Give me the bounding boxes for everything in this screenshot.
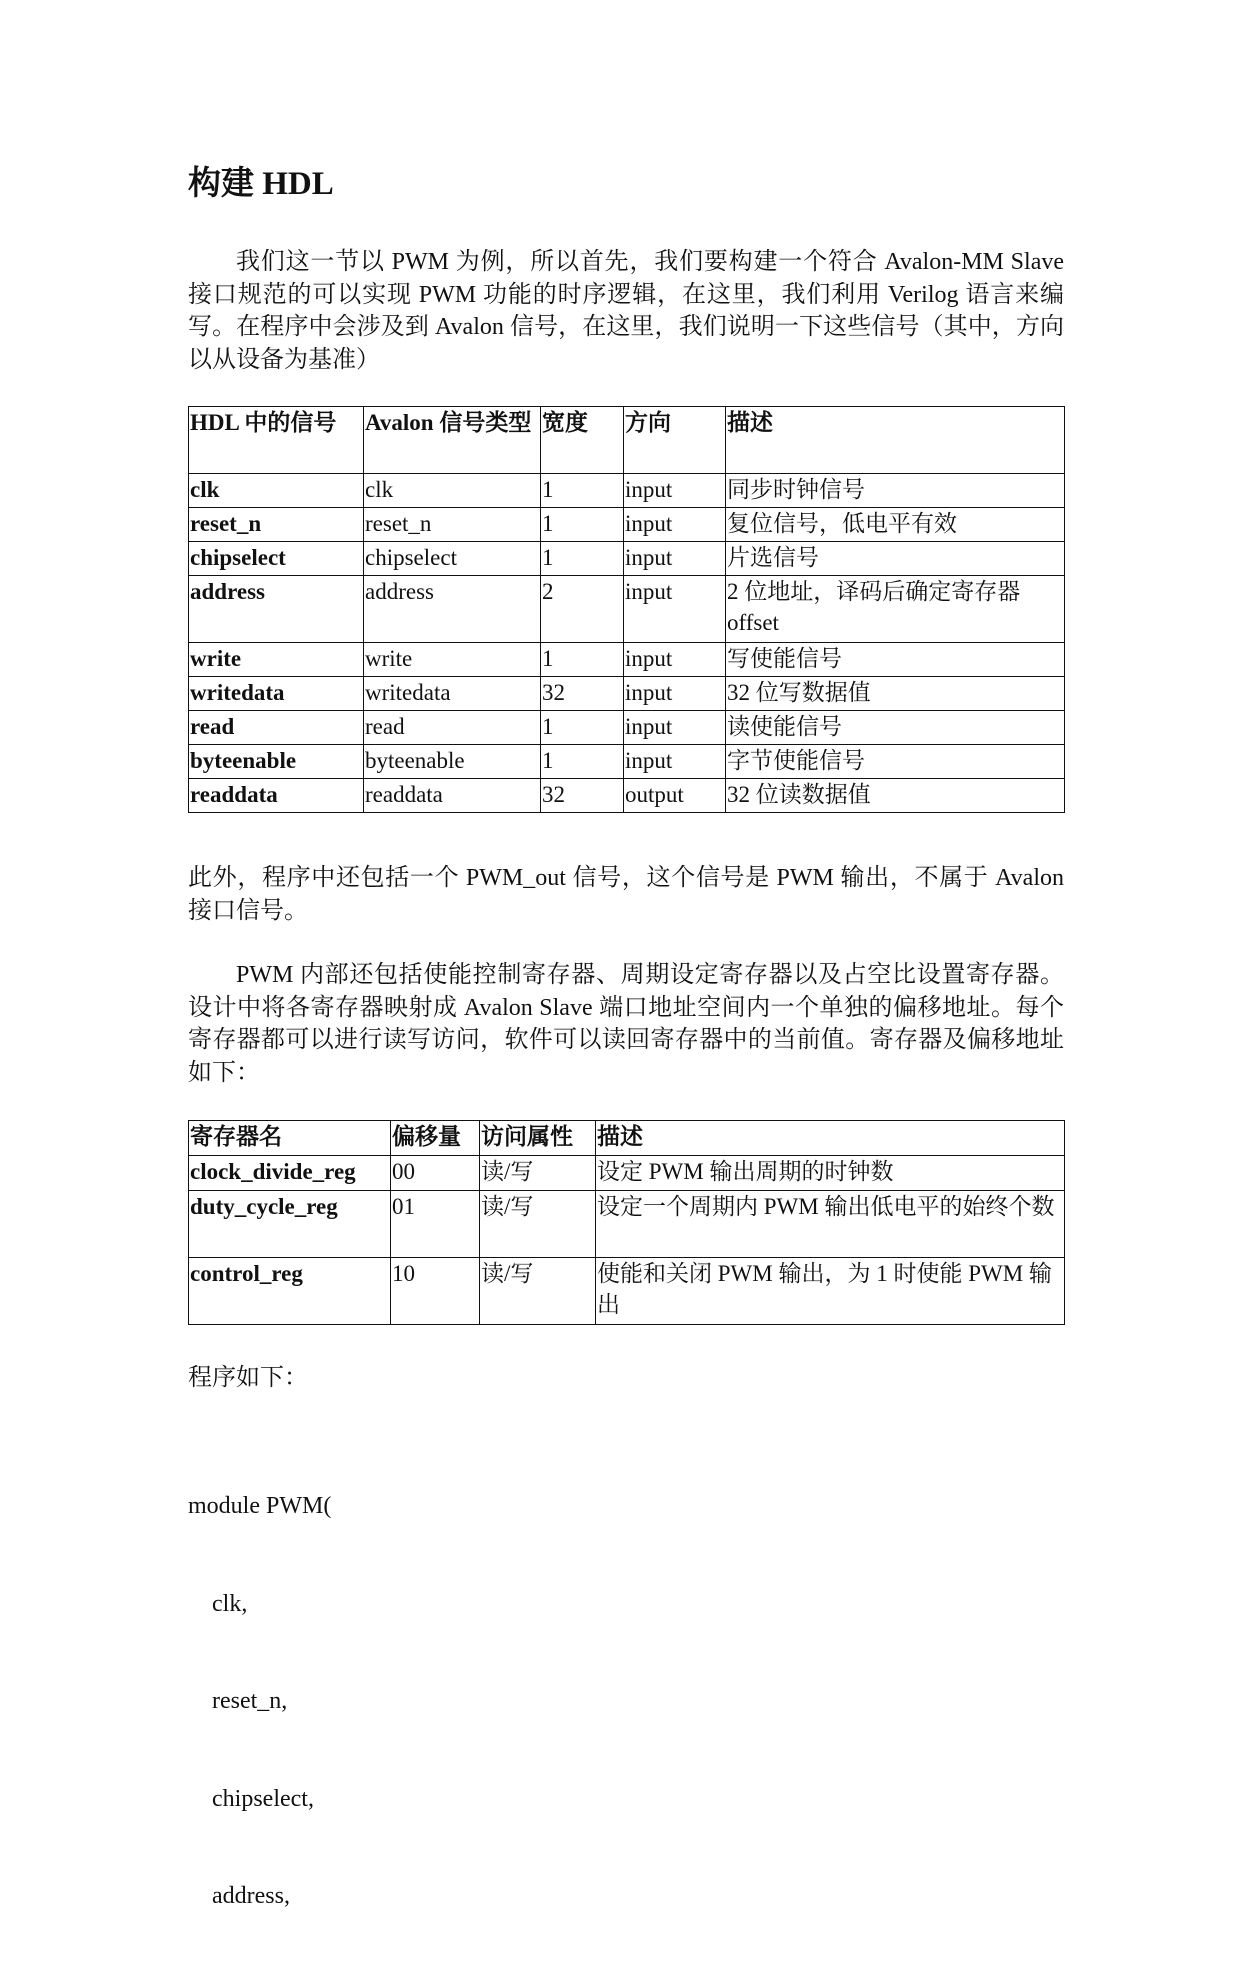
signal-direction: output [624,779,726,813]
table-row [189,1258,1065,1325]
signal-avalon-type: write [364,643,541,677]
register-header-name: 寄存器名 [189,1121,391,1156]
signal-header-avalon-type: Avalon 信号类型 [364,407,541,474]
signal-header-direction: 方向 [624,407,726,474]
signal-direction: input [624,508,726,542]
register-description: 使能和关闭 PWM 输出，为 1 时使能 PWM 输出 [596,1258,1065,1325]
signal-hdl-name: clk [189,474,364,508]
signal-description: 片选信号 [726,542,1065,576]
register-access: 读/写 [480,1191,596,1258]
table-row [189,576,1065,643]
code-line: module PWM( [188,1493,332,1519]
table-row [189,677,1065,711]
signal-width: 32 [541,779,624,813]
register-table-header-row [189,1121,1065,1156]
signal-width: 2 [541,576,624,643]
signal-hdl-name: readdata [189,779,364,813]
code-line: chipselect, [188,1785,314,1812]
code-listing [188,1425,331,1978]
signal-description: 同步时钟信号 [726,474,1065,508]
extra-signal-note: 此外，程序中还包括一个 PWM_out 信号，这个信号是 PWM 输出，不属于 Avalon 接口信号。 [188,865,1064,924]
signal-description: 2 位地址，译码后确定寄存器 offset [726,576,1065,643]
signal-avalon-type: chipselect [364,542,541,576]
register-access: 读/写 [480,1258,596,1325]
code-line: reset_n, [188,1688,288,1714]
signal-hdl-name: writedata [189,677,364,711]
register-access: 读/写 [480,1156,596,1191]
register-description: 设定一个周期内 PWM 输出低电平的始终个数 [596,1191,1065,1258]
intro-paragraph: 我们这一节以 PWM 为例，所以首先，我们要构建一个符合 Avalon-MM Slave 接口规范的可以实现 PWM 功能的时序逻辑，在这里，我们利用 Verilog 语言来编写。在程序中会涉及到 Avalon 信号，在这里，我们说明一下这些信号（其中，方向以从设备为基准） [188,249,1064,373]
signal-direction: input [624,745,726,779]
signal-hdl-name: chipselect [189,542,364,576]
signal-width: 1 [541,745,624,779]
signal-description: 读使能信号 [726,711,1065,745]
signal-description: 字节使能信号 [726,745,1065,779]
table-row [189,508,1065,542]
table-row [189,1191,1065,1258]
signal-width: 1 [541,474,624,508]
table-row [189,1156,1065,1191]
signal-direction: input [624,474,726,508]
signal-table-header-row [189,407,1065,474]
signal-width: 1 [541,508,624,542]
register-intro-paragraph: PWM 内部还包括使能控制寄存器、周期设定寄存器以及占空比设置寄存器。设计中将各寄存器映射成 Avalon Slave 端口地址空间内一个单独的偏移地址。每个寄存器都可以进行读写访问，软件可以读回寄存器中的当前值。寄存器及偏移地址如下： [188,962,1064,1086]
table-row [189,779,1065,813]
signal-hdl-name: read [189,711,364,745]
register-offset: 00 [391,1156,480,1191]
register-header-access: 访问属性 [480,1121,596,1156]
signal-direction: input [624,677,726,711]
code-line: address, [188,1883,290,1909]
register-offset: 01 [391,1191,480,1258]
signal-header-hdl: HDL 中的信号 [189,407,364,474]
signal-avalon-type: read [364,711,541,745]
register-name: duty_cycle_reg [189,1191,391,1258]
signal-avalon-type: clk [364,474,541,508]
signal-hdl-name: address [189,576,364,643]
signal-hdl-name: byteenable [189,745,364,779]
register-table [188,1120,1065,1325]
register-name: clock_divide_reg [189,1156,391,1191]
signal-header-width: 宽度 [541,407,624,474]
table-row [189,542,1065,576]
signal-avalon-type: readdata [364,779,541,813]
signal-avalon-type: reset_n [364,508,541,542]
register-header-description: 描述 [596,1121,1065,1156]
table-row [189,745,1065,779]
register-name: control_reg [189,1258,391,1325]
table-row [189,643,1065,677]
signal-description: 写使能信号 [726,643,1065,677]
signal-width: 1 [541,643,624,677]
section-heading: 构建 HDL [188,166,334,202]
signal-direction: input [624,542,726,576]
signal-hdl-name: reset_n [189,508,364,542]
signal-header-description: 描述 [726,407,1065,474]
register-description: 设定 PWM 输出周期的时钟数 [596,1156,1065,1191]
signal-width: 1 [541,542,624,576]
signal-description: 32 位写数据值 [726,677,1065,711]
register-offset: 10 [391,1258,480,1325]
signal-width: 1 [541,711,624,745]
signal-avalon-type: byteenable [364,745,541,779]
table-row [189,474,1065,508]
code-line: clk, [188,1590,248,1617]
table-row [189,711,1065,745]
signal-avalon-type: writedata [364,677,541,711]
signal-width: 32 [541,677,624,711]
signal-direction: input [624,576,726,643]
program-label: 程序如下： [188,1365,308,1391]
signal-hdl-name: write [189,643,364,677]
signal-table [188,406,1065,813]
signal-description: 32 位读数据值 [726,779,1065,813]
register-header-offset: 偏移量 [391,1121,480,1156]
signal-direction: input [624,711,726,745]
signal-avalon-type: address [364,576,541,643]
signal-direction: input [624,643,726,677]
signal-description: 复位信号，低电平有效 [726,508,1065,542]
